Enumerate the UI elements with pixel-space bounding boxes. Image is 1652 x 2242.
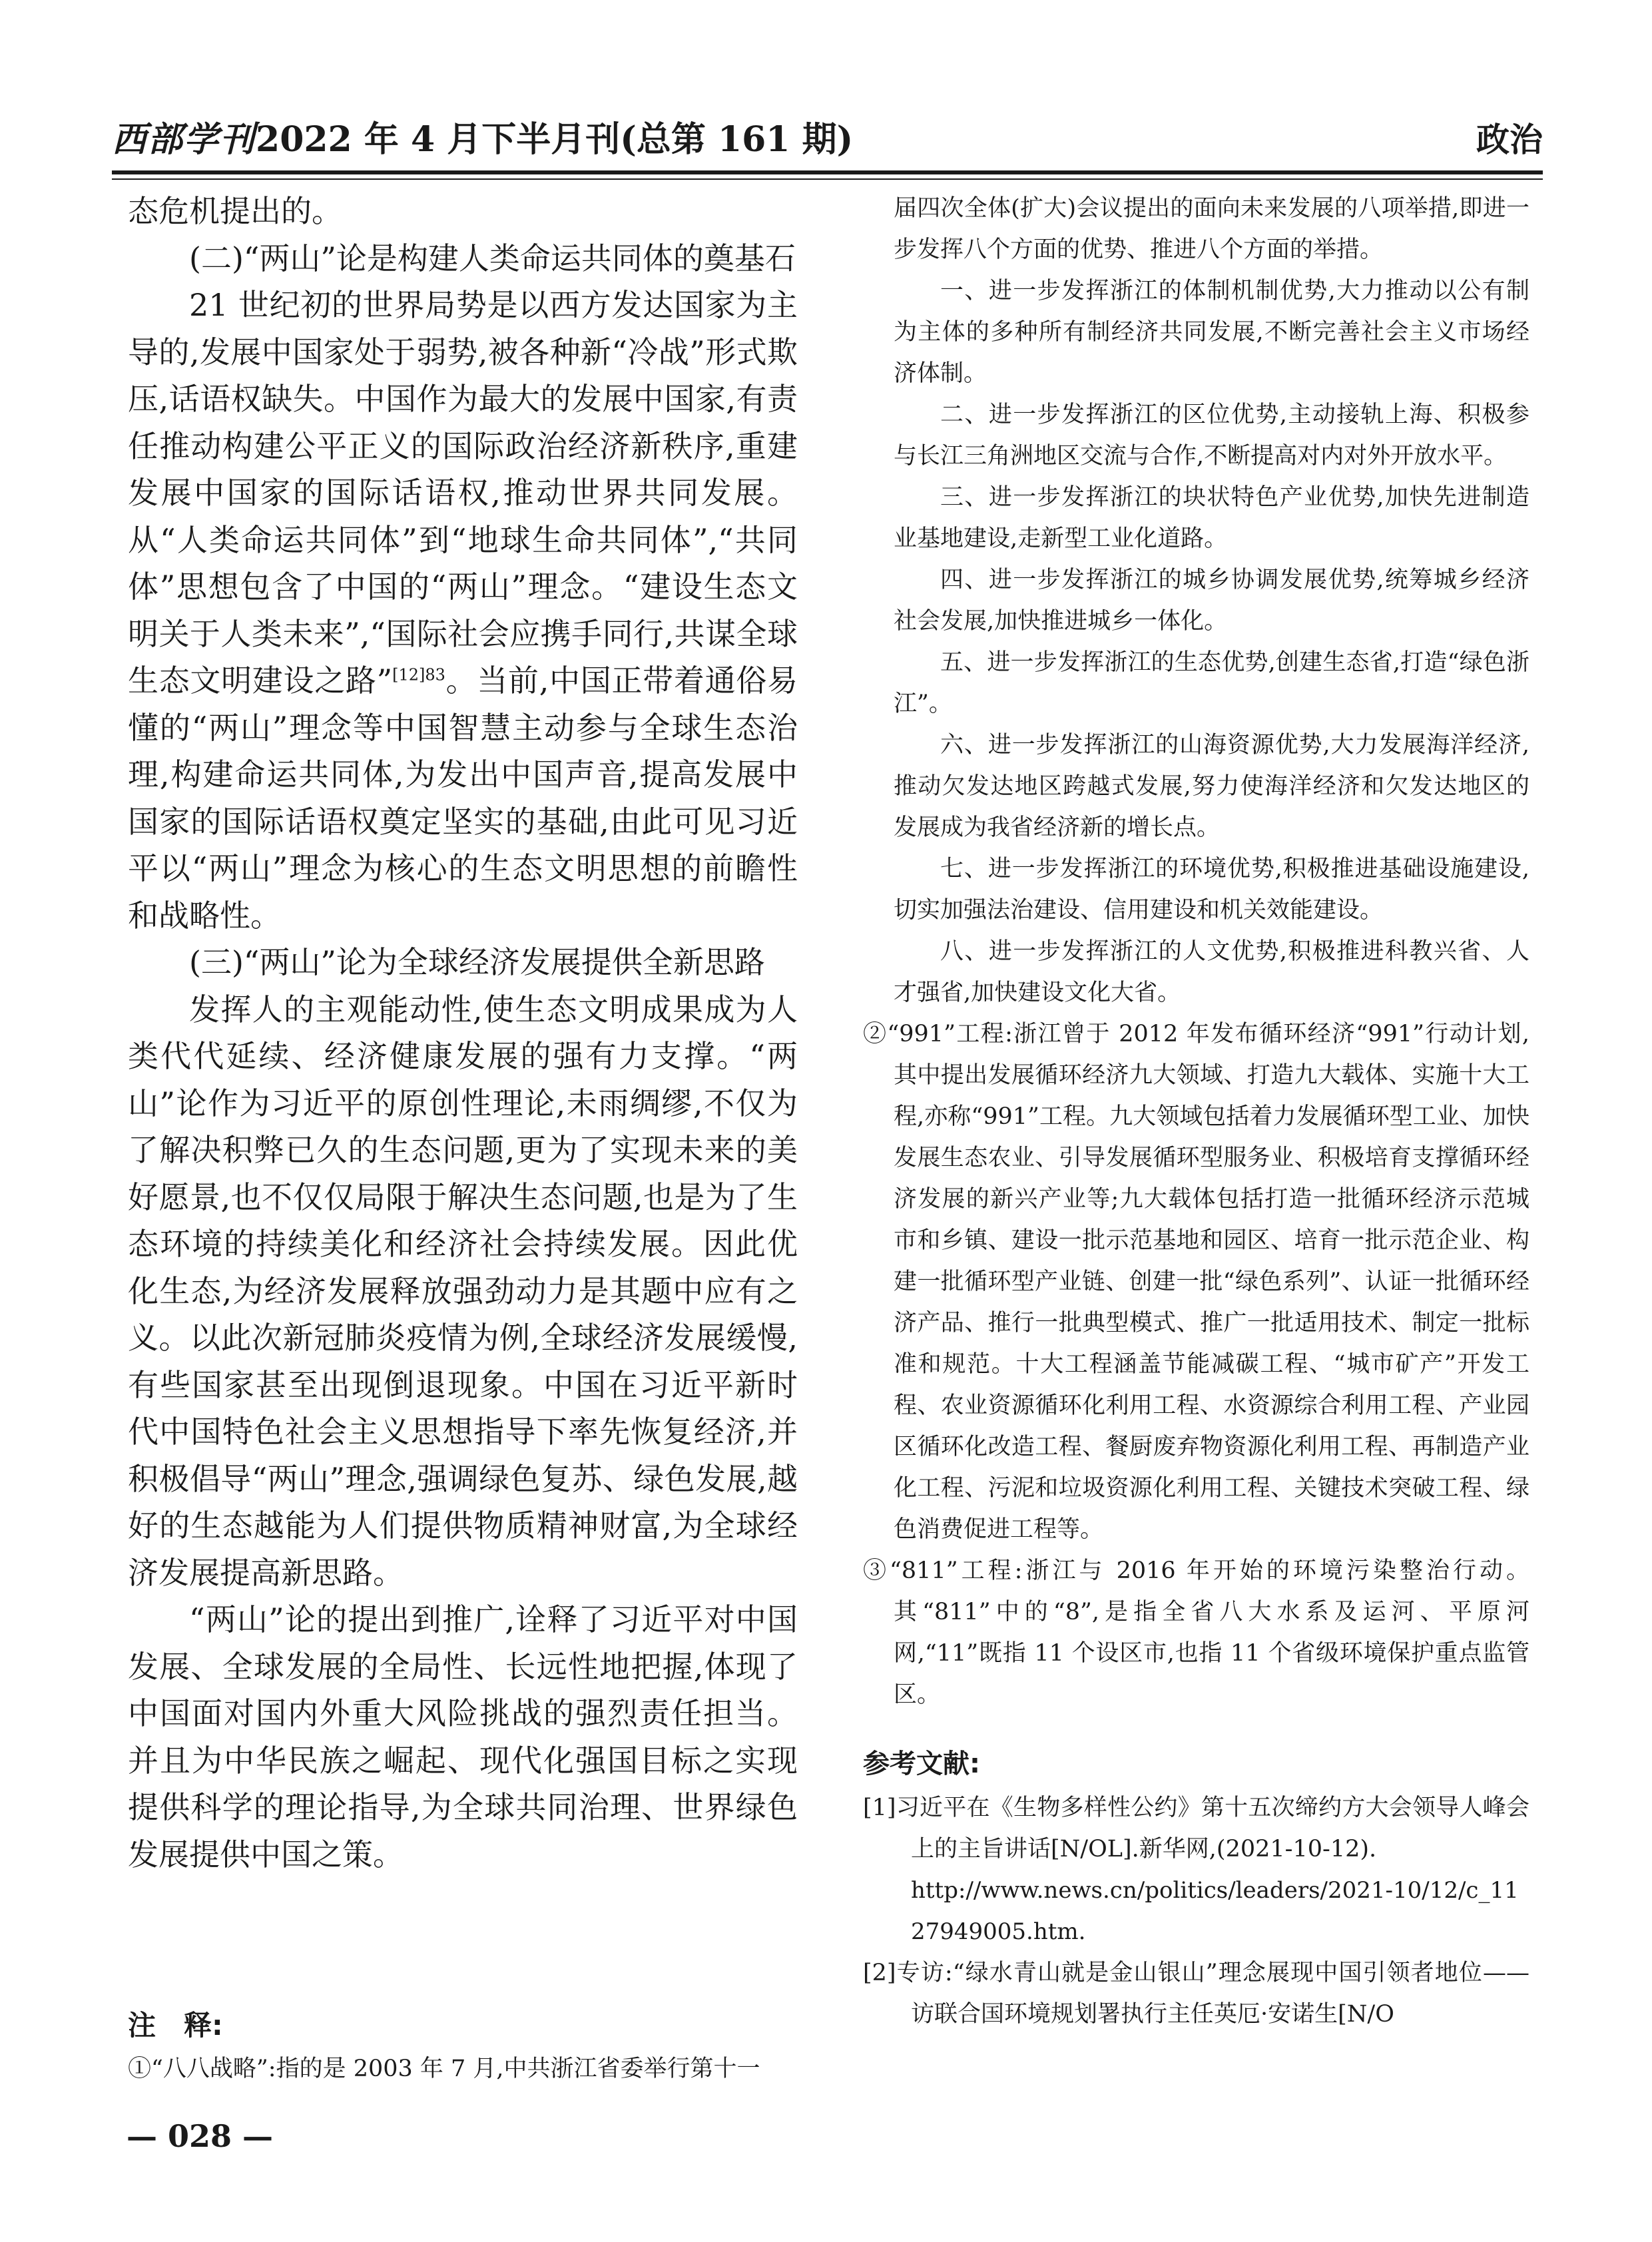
left-column — [128, 188, 798, 1878]
subheading: (三)“两山”论为全球经济发展提供全新思路 — [189, 944, 765, 980]
list-item: 四、进一步发挥浙江的城乡协调发展优势,统筹城乡经济社会发展,加快推进城乡一体化。 — [894, 567, 1529, 635]
list-item: 八、进一步发挥浙江的人文优势,积极推进科教兴省、人才强省,加快建设文化大省。 — [894, 938, 1529, 1006]
page-number: — 028 — — [127, 2118, 274, 2154]
list-item: 一、进一步发挥浙江的体制机制优势,大力推动以公有制为主体的多种所有制经济共同发展,不断完善社会主义市场经济体制。 — [894, 278, 1529, 387]
list-item: 七、进一步发挥浙江的环境优势,积极推进基础设施建设,切实加强法治建设、信用建设和机关效能建设。 — [894, 856, 1529, 924]
citation: [12]83 — [392, 665, 445, 685]
list-item: 六、进一步发挥浙江的山海资源优势,大力发展海洋经济,推动欠发达地区跨越式发展,努力使海洋经济和欠发达地区的发展成为我省经济新的增长点。 — [894, 732, 1529, 841]
notes-section — [128, 2002, 798, 2089]
header-rule-thin — [112, 178, 1543, 180]
list-item: 三、进一步发挥浙江的块状特色产业优势,加快先进制造业基地建设,走新型工业化道路。 — [894, 484, 1529, 552]
journal-logo: 西部学刊 — [112, 119, 256, 160]
list-item: 五、进一步发挥浙江的生态优势,创建生态省,打造“绿色浙江”。 — [894, 649, 1529, 717]
notes-heading: 注 释: — [128, 2009, 223, 2042]
spacer — [863, 1715, 1529, 1741]
note-2: ②“991”工程:浙江曾于 2012 年发布循环经济“991”行动计划,其中提出发展循环经济九大领域、打造九大载体、实施十大工程,亦称“991”工程。九大领域包括着力发展循环型工业、加快发展生态农业、引导发展循环型服务业、积极培育支撑循环经济发展的新兴产业等;九大载体包括打造一批循环经济示范城市和乡镇、建设一批示范基地和园区、培育一批示范企业、构建一批循环型产业链、创建一批“绿色系列”、认证一批循环经济产品、推行一批典型模式、推广一批适用技术、制定一批标准和规范。十大工程涵盖节能减碳工程、“城市矿产”开发工程、农业资源循环化利用工程、水资源综合利用工程、产业园区循环化改造工程、餐厨废弃物资源化利用工程、再制造产业化工程、污泥和垃圾资源化利用工程、关键技术突破工程、绿色消费促进工程等。 — [863, 1021, 1529, 1543]
reference-1-url: http://www.news.cn/politics/leaders/2021-10/12/c_1127949005.htm. — [911, 1877, 1519, 1945]
right-column — [863, 188, 1529, 2035]
paragraph — [128, 282, 798, 939]
paragraph-text: 21 世纪初的世界局势是以西方发达国家为主导的,发展中国家处于弱势,被各种新“冷战”形式欺压,话语权缺失。中国作为最大的发展中国家,有责任推动构建公平正义的国际政治经济新秩序,重建发展中国家的国际话语权,推动世界共同发展。从“人类命运共同体”到“地球生命共同体”,“共同体”思想包含了中国的“两山”理念。“建设生态文明关于人类未来”,“国际社会应携手同行,共谋全球生态文明建设之路” — [128, 287, 798, 699]
paragraph: 发挥人的主观能动性,使生态文明成果成为人类代代延续、经济健康发展的强有力支撑。“两山”论作为习近平的原创性理论,未雨绸缪,不仅为了解决积弊已久的生态问题,更为了实现未来的美好愿景,也不仅仅局限于解决生态问题,也是为了生态环境的持续美化和经济社会持续发展。因此优化生态,为经济发展释放强劲动力是其题中应有之义。以此次新冠肺炎疫情为例,全球经济发展缓慢,有些国家甚至出现倒退现象。中国在习近平新时代中国特色社会主义思想指导下率先恢复经济,并积极倡导“两山”理念,强调绿色复苏、绿色发展,越好的生态越能为人们提供物质精神财富,为全球经济发展提高新思路。 — [128, 991, 798, 1591]
subheading: (二)“两山”论是构建人类命运共同体的奠基石 — [189, 240, 796, 276]
references-heading: 参考文献: — [863, 1749, 980, 1779]
paragraph: “两山”论的提出到推广,诠释了习近平对中国发展、全球发展的全局性、长远性地把握,体现了中国面对国内外重大风险挑战的强烈责任担当。并且为中华民族之崛起、现代化强国目标之实现提供科学的理论指导,为全球共同治理、世界绿色发展提供中国之策。 — [128, 1601, 798, 1872]
list-item: 二、进一步发挥浙江的区位优势,主动接轨上海、积极参与长江三角洲地区交流与合作,不断提高对内对外开放水平。 — [894, 402, 1529, 469]
reference-1: [1]习近平在《生物多样性公约》第十五次缔约方大会领导人峰会上的主旨讲话[N/OL].新华网,(2021-10-12). — [863, 1795, 1529, 1862]
section-name: 政治 — [1476, 121, 1543, 159]
issue-info: 2022 年 4 月下半月刊(总第 161 期) — [256, 119, 854, 160]
note-3: ③“811”工程:浙江与 2016 年开始的环境污染整治行动。其“811”中的“8”,是指全省八大水系及运河、平原河网,“11”既指 11 个设区市,也指 11 个省级环境保护重点监管区。 — [863, 1557, 1529, 1708]
journal-title — [112, 113, 853, 166]
paragraph-text: 。当前,中国正带着通俗易懂的“两山”理念等中国智慧主动参与全球生态治理,构建命运共同体,为发出中国声音,提高发展中国家的国际话语权奠定坚实的基础,由此可见习近平以“两山”理念为核心的生态文明思想的前瞻性和战略性。 — [128, 663, 798, 934]
note-1: ①“八八战略”:指的是 2003 年 7 月,中共浙江省委举行第十一 — [128, 2056, 760, 2082]
running-header — [112, 113, 1543, 166]
note-1-continued: 届四次全体(扩大)会议提出的面向未来发展的八项举措,即进一步发挥八个方面的优势、推进八个方面的举措。 — [894, 195, 1529, 263]
reference-2: [2]专访:“绿水青山就是金山银山”理念展现中国引领者地位——访联合国环境规划署执行主任英厄·安诺生[N/O — [863, 1960, 1529, 2028]
header-rule-thick — [112, 170, 1543, 174]
paragraph: 态危机提出的。 — [128, 193, 342, 229]
